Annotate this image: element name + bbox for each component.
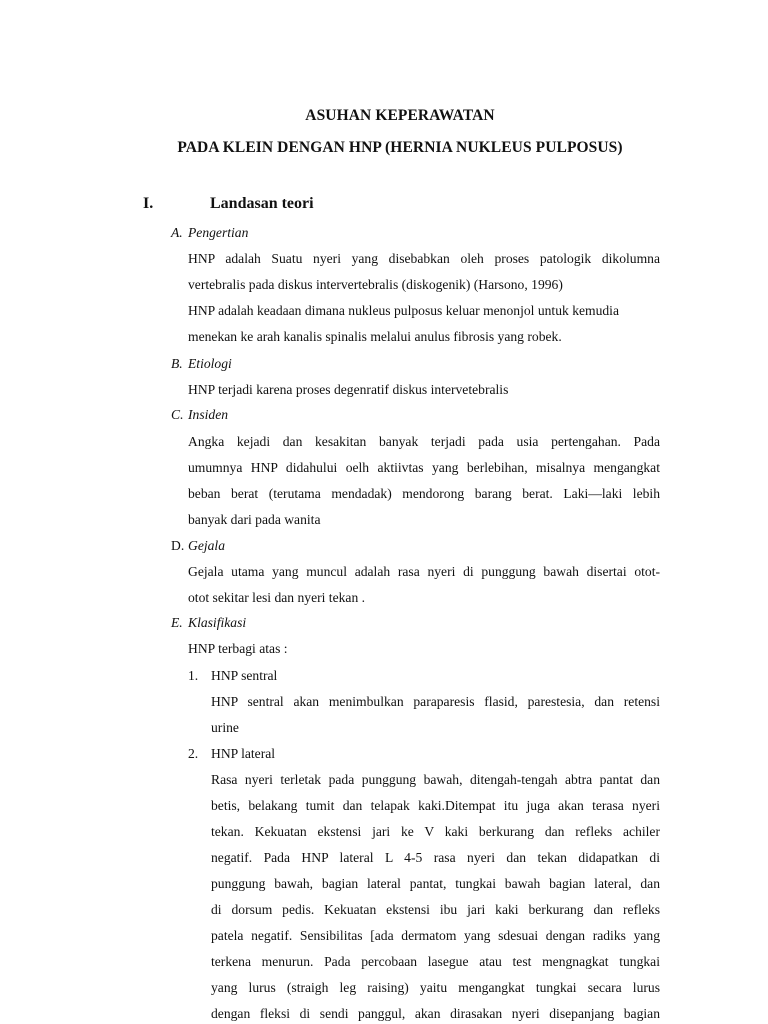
subsection-heading-klasifikasi: Klasifikasi — [188, 615, 247, 630]
document-title: ASUHAN KEPERAWATAN — [305, 107, 495, 124]
paragraph-line: vertebralis pada diskus intervertebralis (diskogenik) (Harsono, 1996) — [188, 277, 563, 292]
subsection-label-d: D. — [171, 538, 185, 553]
subsection-label-e: E. — [171, 615, 183, 630]
paragraph-line: otot sekitar lesi dan nyeri tekan . — [188, 590, 366, 605]
paragraph-line: terkena menurun. Pada percobaan lasegue atau test mengnagkat tungkai — [211, 954, 660, 969]
paragraph-line: dengan fleksi di sendi panggul, akan dirasakan nyeri disepanjang bagian — [211, 1006, 660, 1021]
document-subtitle: PADA KLEIN DENGAN HNP (HERNIA NUKLEUS PULPOSUS) — [177, 139, 623, 156]
paragraph-line: urine — [211, 720, 239, 735]
paragraph-line: yang lurus (straigh leg raising) yaitu mengangkat tungkai secara lurus — [211, 980, 660, 995]
paragraph-line: banyak dari pada wanita — [188, 512, 321, 527]
section-title: Landasan teori — [210, 195, 314, 212]
paragraph-line: beban berat (terutama mendadak) mendorong barang berat. Laki—laki lebih — [188, 486, 660, 501]
paragraph-line: Gejala utama yang muncul adalah rasa nyeri di punggung bawah disertai otot- — [188, 564, 660, 579]
paragraph-line: punggung bawah, bagian lateral pantat, tungkai bawah bagian lateral, dan — [211, 876, 660, 891]
paragraph-line: menekan ke arah kanalis spinalis melalui anulus fibrosis yang robek. — [188, 329, 562, 344]
paragraph-line: tekan. Kekuatan ekstensi jari ke V kaki berkurang dan refleks achiler — [211, 824, 660, 839]
subsection-heading-gejala: Gejala — [188, 538, 225, 553]
subsection-heading-etiologi: Etiologi — [188, 356, 232, 371]
paragraph-line: Rasa nyeri terletak pada punggung bawah, ditengah-tengah abtra pantat dan — [211, 772, 660, 787]
paragraph-line: di dorsum pedis. Kekuatan ekstensi ibu jari kaki berkurang dan refleks — [211, 902, 660, 917]
list-item-number: 2. — [188, 746, 199, 761]
subsection-heading-insiden: Insiden — [188, 407, 229, 422]
paragraph-line: HNP sentral akan menimbulkan paraparesis flasid, parestesia, dan retensi — [211, 694, 660, 709]
paragraph-line: HNP terjadi karena proses degenratif diskus intervetebralis — [188, 382, 509, 397]
paragraph-line: HNP terbagi atas : — [188, 641, 288, 656]
subsection-label-a: A. — [171, 225, 183, 240]
paragraph-line: umumnya HNP didahului oelh aktiivtas yang berlebihan, misalnya mengangkat — [188, 460, 660, 475]
list-item-title: HNP lateral — [211, 746, 276, 761]
paragraph-line: negatif. Pada HNP lateral L 4-5 rasa nyeri dan tekan didapatkan di — [211, 850, 660, 865]
subsection-label-c: C. — [171, 407, 184, 422]
subsection-label-b: B. — [171, 356, 183, 371]
list-item-number: 1. — [188, 668, 199, 683]
section-number: I. — [143, 195, 154, 212]
paragraph-line: HNP adalah keadaan dimana nukleus pulposus keluar menonjol untuk kemudia — [188, 303, 619, 318]
subsection-heading-pengertian: Pengertian — [188, 225, 249, 240]
paragraph-line: Angka kejadi dan kesakitan banyak terjadi pada usia pertengahan. Pada — [188, 434, 660, 449]
paragraph-line: patela negatif. Sensibilitas [ada dermatom yang sdesuai dengan radiks yang — [211, 928, 660, 943]
paragraph-line: HNP adalah Suatu nyeri yang disebabkan oleh proses patologik dikolumna — [188, 251, 660, 266]
list-item-title: HNP sentral — [211, 668, 278, 683]
paragraph-line: betis, belakang tumit dan telapak kaki.Ditempat itu juga akan terasa nyeri — [211, 798, 660, 813]
